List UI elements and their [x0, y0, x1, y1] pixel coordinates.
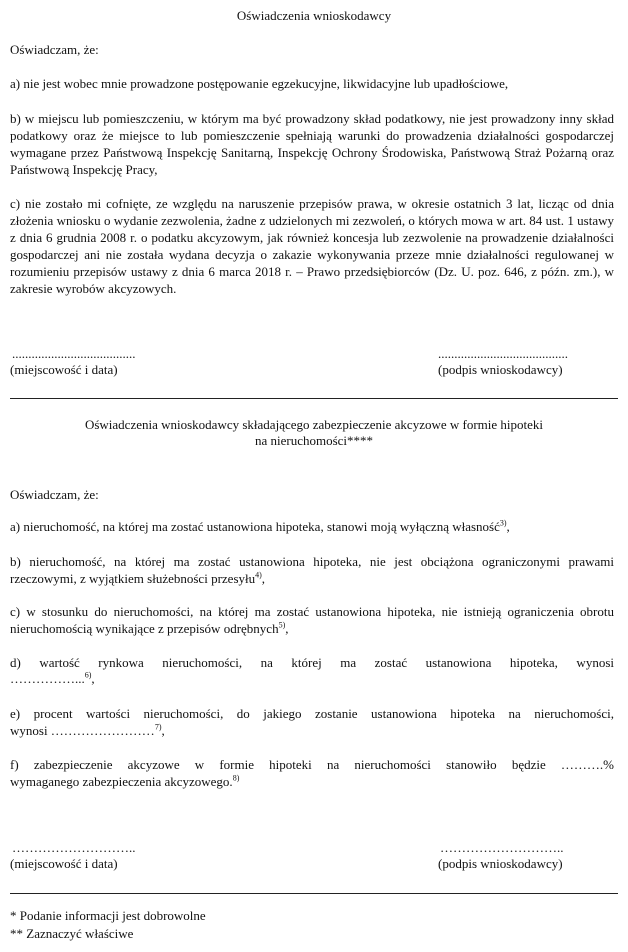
section2-place-date-dots: ……………………….. [12, 840, 136, 855]
section1-signature-label: (podpis wnioskodawcy) [438, 362, 563, 377]
section1-declare: Oświadczam, że: [10, 42, 99, 57]
section2-item-f-text: wymaganego zabezpieczenia akcyzowego. [10, 774, 233, 789]
section2-item-d-line2 [10, 671, 95, 687]
section1-item-b: b) w miejscu lub pomieszczeniu, w którym ma być prowadzony skład podatkowy, nie jest prowadzony inny skład podatkowy oraz że miejsce to lub pomieszczenie spełniają warunki do prowadzenia działalności gospodarczej wymagane przez Państwową Inspekcję Sanitarną, Inspekcję Ochrony Środowiska, Państwową Straż Pożarną oraz Państwową Inspekcję Pracy, [10, 111, 614, 177]
section2-item-c-end: , [285, 621, 289, 636]
section1-place-date-dots: ...................................... [12, 346, 136, 361]
footnote-ref-8: 8) [232, 773, 240, 783]
section1-signature-dots: ........................................ [438, 346, 568, 361]
footnote-ref-6: 6) [84, 670, 92, 680]
section2-title-line1: Oświadczenia wnioskodawcy składającego zabezpieczenie akcyzowe w formie hipoteki [84, 417, 544, 432]
section1-title: Oświadczenia wnioskodawcy [236, 8, 392, 23]
section2-item-d-end: , [91, 671, 95, 686]
section2-signature-dots: ……………………….. [440, 840, 564, 855]
footnote-ref-7: 7) [154, 722, 162, 732]
section2-item-c-text: c) w stosunku do nieruchomości, na której ma zostać ustanowiona hipoteka, nie istnieją ograniczenia obrotu nieruchomością wynikające z przepisów odrębnych [10, 604, 614, 636]
section2-declare: Oświadczam, że: [10, 487, 99, 502]
section2-item-e-line2 [10, 723, 165, 739]
section2-item-c [10, 603, 614, 637]
section1-item-a: a) nie jest wobec mnie prowadzone postępowanie egzekucyjne, likwidacyjne lub upadłościowe, [10, 76, 509, 91]
section2-item-a-text: a) nieruchomość, na której ma zostać ustanowiona hipoteka, stanowi moją wyłączną własność [10, 519, 500, 534]
footnotes-divider [10, 893, 618, 894]
section2-item-f-line2 [10, 774, 239, 790]
footnote-ref-4: 4) [255, 570, 262, 580]
section2-item-e-end: , [161, 723, 165, 738]
section2-item-d-line1: d) wartość rynkowa nieruchomości, na której ma zostać ustanowiona hipoteka, wynosi [10, 655, 614, 670]
footnote-2: ** Zaznaczyć właściwe [10, 926, 134, 941]
section2-item-e-value-dots: wynosi …………………… [10, 723, 155, 738]
section2-item-e-line1: e) procent wartości nieruchomości, do jakiego zostanie ustanowiona hipoteka na nieruchomości, [10, 706, 614, 721]
footnote-ref-3: 3) [499, 518, 507, 528]
footnote-1: * Podanie informacji jest dobrowolne [10, 908, 206, 923]
section2-item-d-value-dots: ……………... [10, 671, 85, 686]
section2-item-b-end: , [261, 571, 266, 586]
section2-item-f-line1: f) zabezpieczenie akcyzowe w formie hipoteki na nieruchomości stanowiło będzie ……….% [10, 757, 614, 772]
section2-item-b-text: b) nieruchomość, na której ma zostać ustanowiona hipoteka, nie jest obciążona ograniczonymi prawami rzeczowymi, z wyjątkiem służebności przesyłu [10, 554, 614, 586]
footnote-ref-5: 5) [278, 620, 286, 630]
section2-signature-label: (podpis wnioskodawcy) [438, 856, 563, 871]
section1-item-c: c) nie zostało mi cofnięte, ze względu na naruszenie przepisów prawa, w okresie ostatnich 3 lat, licząc od dnia złożenia wniosku o wydanie zezwolenia, żadne z udzielonych mi zezwoleń, o których mowa w art. 84 ust. 1 ustawy z dnia 6 grudnia 2008 r. o podatku akcyzowym, jak również koncesja lub zezwolenie na prowadzenie działalności gospodarczej ani nie została wydana decyzja o zakazie wykonywania przeze mnie działalności regulowanej w rozumieniu przepisów ustawy z dnia 6 marca 2018 r. – Prawo przedsiębiorców (Dz. U. poz. 646, z późn. zm.), w zakresie wyrobów akcyzowych. [10, 196, 614, 296]
section2-place-date-label: (miejscowość i data) [10, 856, 118, 871]
section2-item-a [10, 519, 614, 535]
section2-item-b [10, 553, 614, 587]
section2-title-line2: na nieruchomości**** [254, 433, 374, 448]
section2-item-a-end: , [506, 519, 510, 534]
section-divider [10, 398, 618, 399]
section1-place-date-label: (miejscowość i data) [10, 362, 118, 377]
